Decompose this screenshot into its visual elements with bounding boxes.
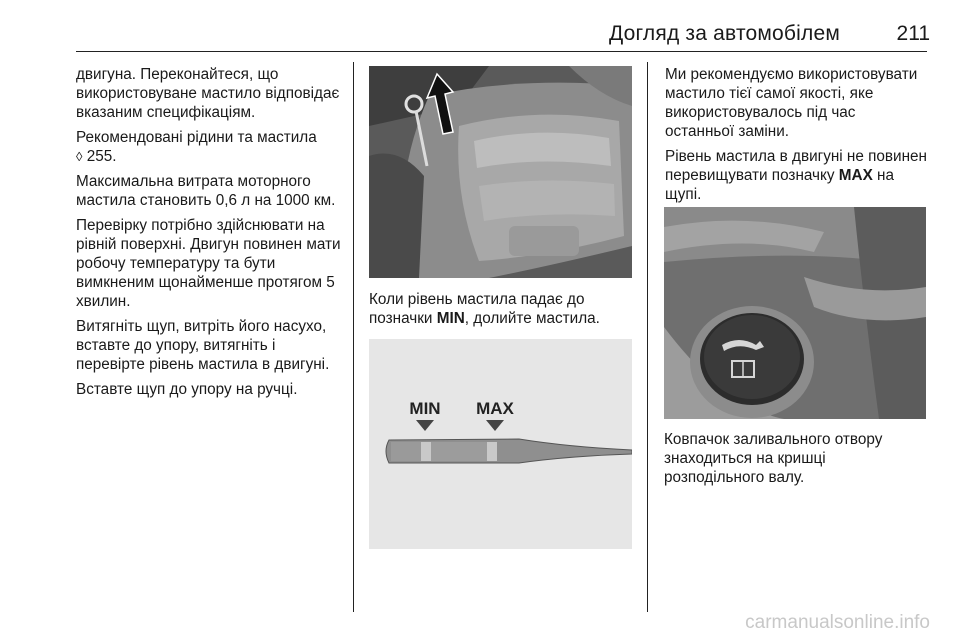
paragraph-insert-dipstick: Вставте щуп до упору на ручці.: [76, 381, 298, 398]
page-number: 211: [896, 22, 930, 45]
recommended-fluids-text: Рекомендовані рідини та мастила: [76, 129, 317, 146]
column-divider-right: [647, 62, 648, 612]
text-column-left: [76, 65, 346, 405]
paragraph-recommended-fluids: [76, 128, 346, 166]
paragraph-oil-spec: двигуна. Переконайтеся, що використовуване мастило відповідає вказаним специфікаціям.: [76, 66, 340, 121]
paragraph-dipstick-procedure: Витягніть щуп, витріть його насухо, вставте до упору, витягніть і перевірте рівень мастила в двигуні.: [76, 318, 330, 373]
dipstick-max-label: MAX: [476, 399, 514, 418]
oil-filler-cap-image: [664, 207, 926, 419]
caption-min-text-before: Коли рівень мастила падає до позначки: [369, 291, 585, 327]
dipstick-illustration: [369, 339, 632, 549]
column-divider-left: [353, 62, 354, 612]
paragraph-oil-quality: Ми рекомендуємо використовувати мастило тієї самої якості, яке використовувалось під час останньої заміни.: [665, 66, 918, 140]
paragraph-max-level: [665, 147, 927, 204]
page-reference-link[interactable]: 255.: [86, 148, 117, 165]
paragraph-oil-consumption: Максимальна витрата моторного мастила становить 0,6 л на 1000 км.: [76, 173, 336, 209]
chapter-title: Догляд за автомобілем: [608, 22, 840, 45]
dipstick-min-label: MIN: [409, 399, 441, 418]
caption-min-level: [369, 290, 632, 328]
caption-min-label: MIN: [436, 310, 465, 327]
caption-min-text-after: , долийте мастила.: [464, 310, 600, 327]
max-level-text-before: Рівень мастила в двигуні не повинен перевищувати позначку: [665, 148, 928, 184]
text-column-right: [665, 65, 927, 210]
watermark: carmanualsonline.info: [745, 612, 930, 633]
paragraph-check-conditions: Перевірку потрібно здійснювати на рівній поверхні. Двигун повинен мати робочу температуру та бути вимкненим щонайменше протягом 5 хвилин.: [76, 217, 341, 310]
header-rule: [76, 51, 927, 52]
engine-bay-image: [369, 66, 632, 278]
max-level-text-after: на щупі.: [665, 167, 895, 203]
caption-filler-cap: Ковпачок заливального отвору знаходиться на кришці розподільного валу.: [664, 431, 883, 486]
max-level-label: MAX: [838, 167, 873, 184]
page-reference-icon: ◊: [76, 149, 83, 164]
